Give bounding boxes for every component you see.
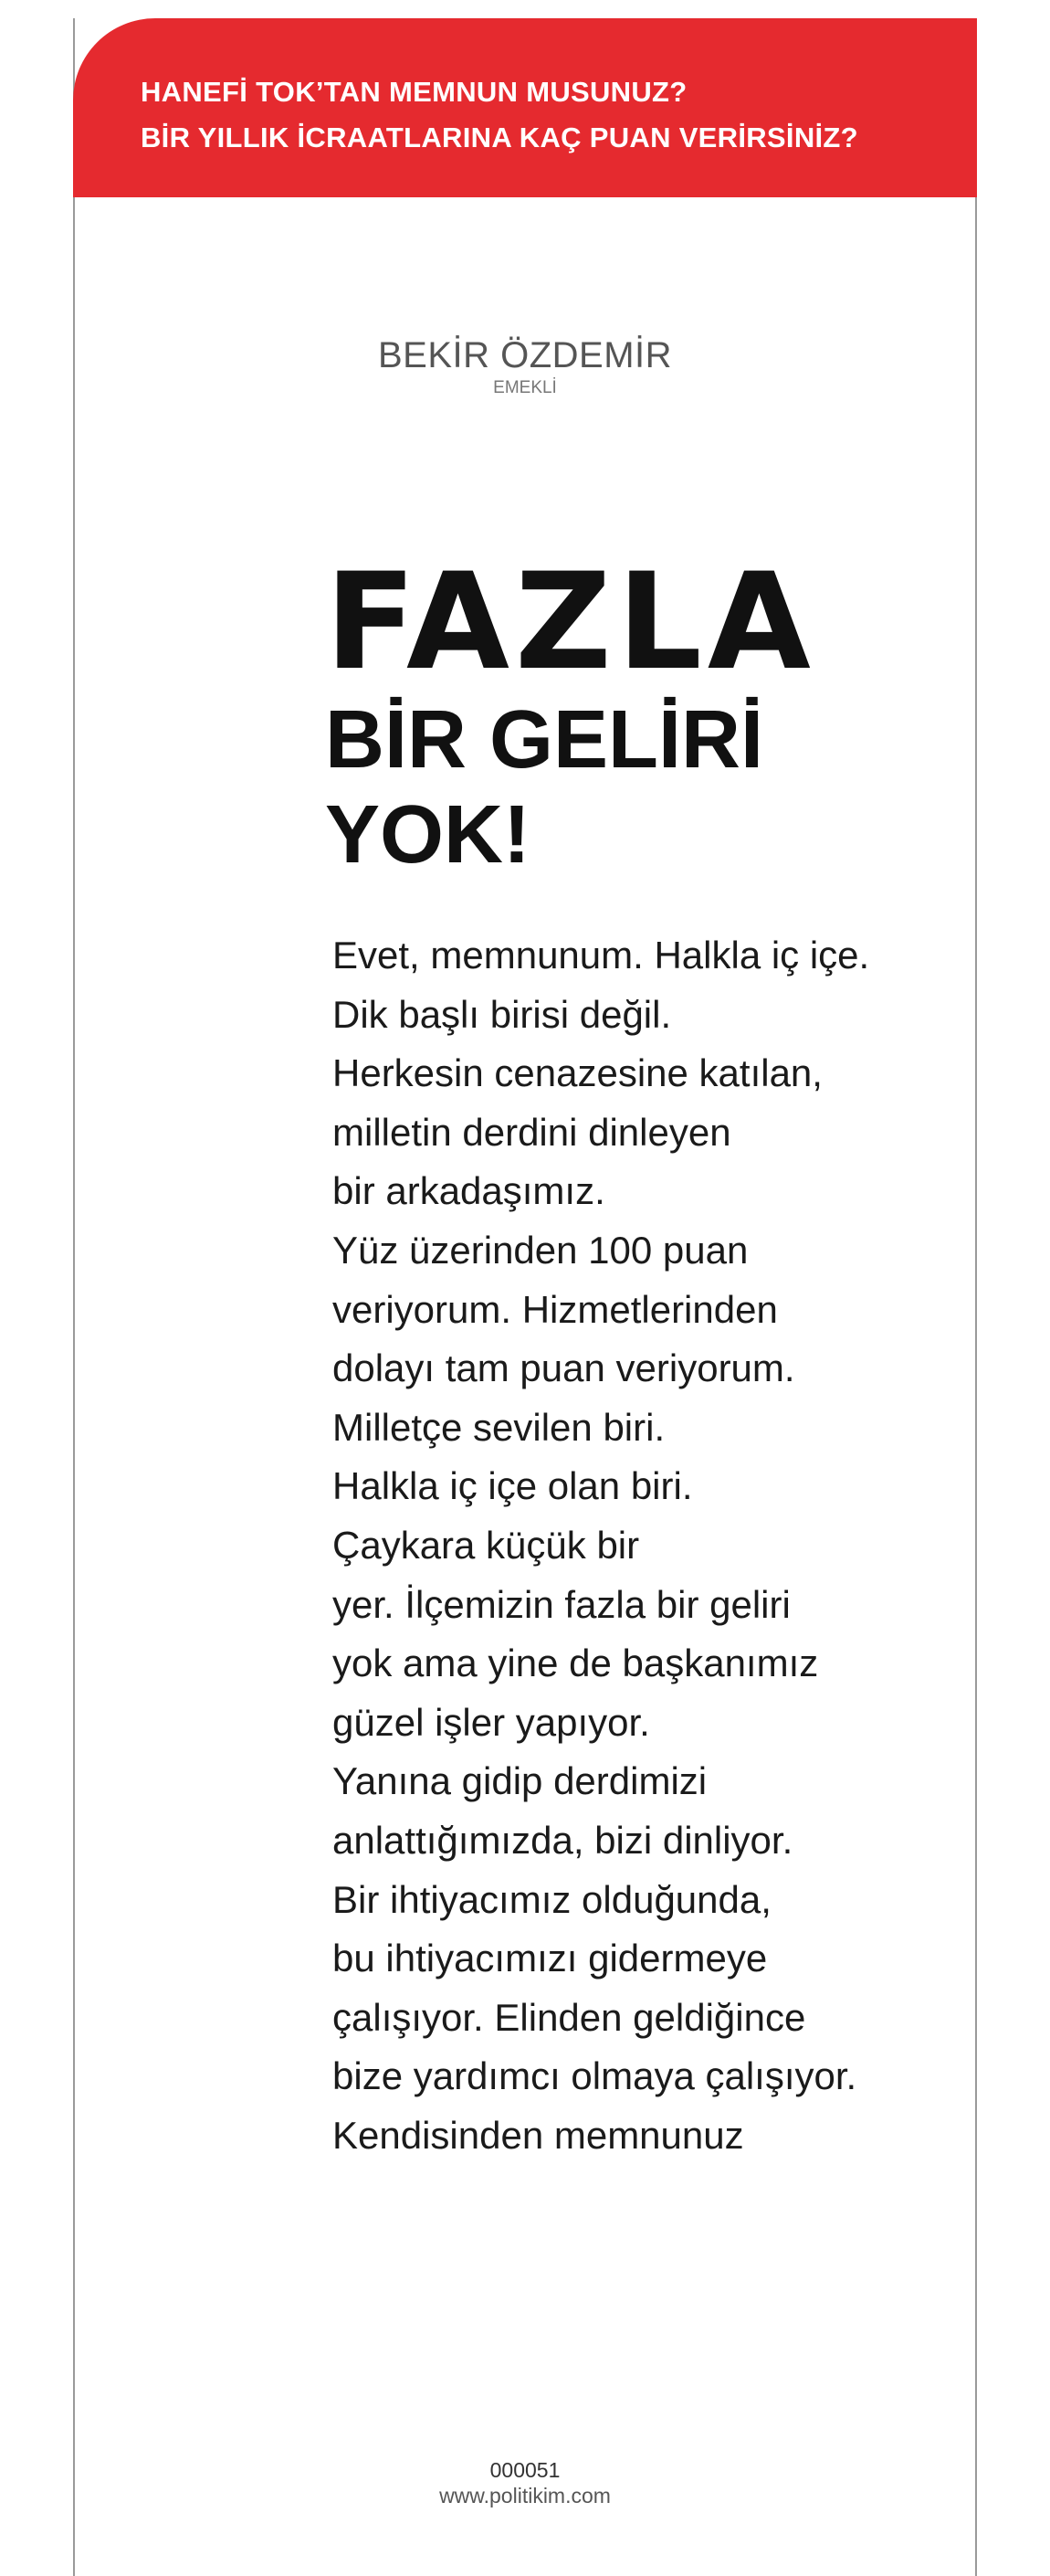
quote-line: veriyorum. Hizmetlerinden xyxy=(332,1287,778,1331)
respondent-name: BEKİR ÖZDEMİR xyxy=(377,335,673,375)
quote-line: Halkla iç içe olan biri. xyxy=(332,1464,693,1508)
quote-line: Bir ihtiyacımız olduğunda, xyxy=(332,1877,772,1921)
question-banner xyxy=(73,18,977,197)
website-link[interactable]: www.politikim.com xyxy=(439,2484,611,2507)
quote-line: anlattığımızda, bizi dinliyor. xyxy=(332,1818,793,1862)
quote-body xyxy=(332,926,917,2165)
banner-question-line-1: HANEFİ TOK’TAN MEMNUN MUSUNUZ? xyxy=(141,76,688,108)
headline-main: FAZLA xyxy=(325,544,816,700)
page-code: 000051 xyxy=(489,2458,561,2482)
quote-line: bu ihtiyacımızı gidermeye xyxy=(332,1937,768,1980)
quote-line: Kendisinden memnunuz xyxy=(332,2113,744,2157)
headline-line-3: YOK! xyxy=(325,789,530,881)
quote-line: çalışıyor. Elinden geldiğince xyxy=(332,1995,806,2039)
quote-line: Milletçe sevilen biri. xyxy=(332,1405,666,1449)
quote-line: Yüz üzerinden 100 puan xyxy=(332,1228,749,1272)
quote-line: Herkesin cenazesine katılan, xyxy=(332,1051,823,1095)
quote-line: Çaykara küçük bir xyxy=(332,1523,640,1567)
quote-line: bize yardımcı olmaya çalışıyor. xyxy=(332,2054,857,2098)
quote-line: Dik başlı birisi değil. xyxy=(332,992,672,1036)
quote-line: güzel işler yapıyor. xyxy=(332,1700,650,1744)
quote-line: yok ama yine de başkanımız xyxy=(332,1642,819,1685)
respondent-occupation: EMEKLİ xyxy=(493,378,557,397)
quote-line: dolayı tam puan veriyorum. xyxy=(332,1346,795,1390)
respondent-info xyxy=(0,334,1050,398)
page-footer xyxy=(0,2457,1050,2508)
headline-line-2: BİR GELİRİ xyxy=(325,694,764,786)
quote-line: Evet, memnunum. Halkla iç içe. xyxy=(332,934,870,977)
quote-line: yer. İlçemizin fazla bir geliri xyxy=(332,1582,791,1626)
banner-question-line-2: BİR YILLIK İCRAATLARINA KAÇ PUAN VERİRSİNİZ? xyxy=(141,121,858,153)
quote-line: Yanına gidip derdimizi xyxy=(332,1759,708,1803)
quote-line: milletin derdini dinleyen xyxy=(332,1110,731,1154)
quote-line: bir arkadaşımız. xyxy=(332,1169,605,1213)
